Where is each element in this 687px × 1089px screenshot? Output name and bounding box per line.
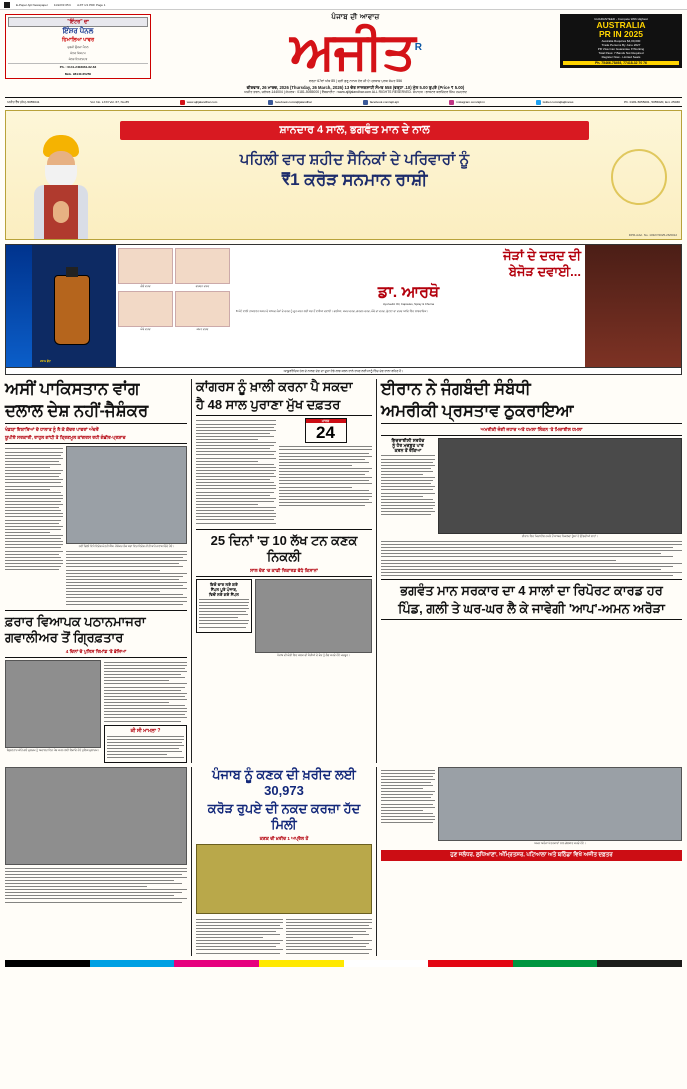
ad-brand-sub: Ayurvedic Oil, Capsules, Spray & Churna <box>382 302 435 307</box>
story5-photo <box>438 438 682 534</box>
calendar-day: 24 <box>316 423 335 443</box>
story2-body <box>104 660 187 764</box>
dpr-advt-number: DPR-Advt. No. 10327/2025-26/0012 <box>628 233 677 238</box>
story1-bullet-1: ਖੰਡਯਾ ਇਸ਼ਾਰਿਆਂ ਦੇ ਹਾਲਾਤ ਨੂੰ ਲੈ ਕੇ ਕੇਂਦਰ ਪਾਵਰਾਂ ਅੰਦਰੋਂ <box>5 427 99 433</box>
website-label: www.ajitjalandhar.com <box>186 100 218 105</box>
story4-photo-block <box>255 579 372 658</box>
instagram-label: instagram.com/ajit.in <box>456 100 485 105</box>
story7-headline-line2: ਕਰੋੜ ਰੁਪਏ ਦੀ ਨਕਦ ਕਰਜ਼ਾ ਹੱਦ ਮਿਲੀ <box>207 801 361 833</box>
color-swatch-7 <box>513 960 598 967</box>
story1-headline-line1: ਅਸੀਂ ਪਾਕਿਸਤਾਨ ਵਾਂਗ <box>5 380 140 399</box>
left-ad-brand: ਇੰਸ਼ਰ ਪੈਨਲ <box>62 28 94 35</box>
office-ad-banner[interactable]: ਹੁਣ ਜਲੰਧਰ, ਲੁਧਿਆਣਾ, ਅੰਮ੍ਰਿਤਸਰ, ਪਟਿਆਲਾ ਅਤੇ ਬਠਿੰਡਾ ਵਿਖੇ ਅਜੀਤ ਦਫ਼ਤਰ <box>381 850 682 861</box>
color-swatch-6 <box>428 960 513 967</box>
facebook-link[interactable] <box>268 100 312 105</box>
story2-photo <box>5 660 101 748</box>
color-swatch-8 <box>597 960 682 967</box>
story3-right <box>279 418 372 525</box>
emblem-circle <box>611 149 667 205</box>
contact-phone: Ph. 0181-5055001, 5055020, Ext. 25030 <box>624 100 680 105</box>
story7-headline-line1: ਪੰਜਾਬ ਨੂੰ ਕਣਕ ਦੀ ਖ਼ਰੀਦ ਲਈ 30,973 <box>212 767 356 799</box>
left-ad-line2: ਸੋਲਰ ਸਿਸਟਮ <box>70 51 86 55</box>
story5-side <box>381 438 435 539</box>
lead-ad-band: ਸ਼ਾਨਦਾਰ 4 ਸਾਲ, ਭਗਵੰਤ ਮਾਨ ਦੇ ਨਾਲ <box>120 121 589 140</box>
story1-photo <box>66 446 187 544</box>
right-ad-l3: Trade Persons By June 2027 <box>601 43 641 47</box>
lead-advertisement[interactable] <box>5 110 682 240</box>
right-ad-big1: AUSTRALIA <box>596 20 646 30</box>
ad-celebrity-photo <box>585 245 681 367</box>
masthead-center <box>151 14 560 94</box>
left-ad-title: "ਇੰਟਰ" ਦਾ <box>8 17 148 27</box>
column-3 <box>381 379 682 763</box>
masthead-left-ad[interactable] <box>5 14 151 79</box>
left-ad-line3: ਸੋਲਰ ਇਨਵਰਟਰ <box>68 57 88 61</box>
story1-body-col-a <box>5 446 63 606</box>
symptom-image-2 <box>175 248 230 284</box>
lead-ad-line2: ₹1 ਕਰੋੜ ਸਨਮਾਨ ਰਾਸ਼ੀ <box>281 170 428 190</box>
news-grid <box>5 379 682 763</box>
story2-photo-block <box>5 660 101 764</box>
facebook-label-2: facebook.com/ajit.ajit <box>369 100 399 105</box>
symptom-label-4: ਕਮਰ ਦਰਦ <box>196 326 209 331</box>
column-1 <box>5 379 187 763</box>
lead-ad-text <box>114 111 595 239</box>
story5-caption: ਈਰਾਨ ਵਿਚ ਮਿਜ਼ਾਈਲ ਹਮਲੇ ਤੋਂ ਬਾਅਦ ਨਿਕਲਦਾ ਧੂੰਆਂ ਤੇ ਉੱਡਦੀਆਂ ਲਾਟਾਂ। <box>521 534 599 539</box>
story6-caption: ਅਮਨ ਅਰੋੜਾ ਪੱਤਰਕਾਰਾਂ ਨਾਲ ਗੱਲਬਾਤ ਕਰਦੇ ਹੋਏ। <box>534 841 586 846</box>
masthead-right-ad[interactable] <box>560 14 682 68</box>
story5-body <box>381 541 682 576</box>
left-ad-phone: Ph. : 0141-2403961-62-63 <box>8 63 148 69</box>
facebook-link-2[interactable] <box>363 100 399 105</box>
story5-side-head3: ਕਰਨ ਤੋਂ ਰੋਕਿਆ <box>394 448 422 454</box>
story7-photo <box>196 844 372 914</box>
story2-headline: ਫ਼ਰਾਰ ਵਿਆਪਕ ਪਠਾਨਮਾਜਰਾ ਗਵਾਲੀਅਰ ਤੋਂ ਗ੍ਰਿਫ਼ਤਾਰ <box>5 613 146 645</box>
story1-body-col-b <box>66 551 187 605</box>
calendar-widget <box>305 418 347 443</box>
globe-icon <box>180 100 185 105</box>
hands-shape <box>53 201 69 223</box>
facebook-label: facebook.com/ajitjalandhar <box>275 100 312 105</box>
ad-headline-2: ਬੇਜੋੜ ਦਵਾਈ... <box>508 264 581 280</box>
story4-headline: 25 ਦਿਨਾਂ 'ਚ 10 ਲੱਖ ਟਨ ਕਣਕ ਨਿਕਲੀ <box>210 532 358 564</box>
story5-side-head2: ਨੂੰ ਹੋਰ ਮਜ਼ਬੂਤ ਪਾਰ <box>392 443 424 449</box>
story1-caption: ਨਵੀਂ ਦਿੱਲੀ ਵਿਖੇ ਵਿਦੇਸ਼ ਮੰਤਰੀ ਐੱਸ. ਜੈਸ਼ੰਕਰ ਲੋਕ ਸਭਾ ਵਿਚ ਵਿਦੇਸ਼ ਨੀਤੀ ਬਾਰੇ ਜਵਾਬ ਦਿੰਦੇ ਹੋਏ। <box>78 544 175 549</box>
bottom-photo-1 <box>5 767 187 865</box>
story4-photo <box>255 579 372 653</box>
tagline: ਪੰਜਾਬ ਦੀ ਆਵਾਜ਼ <box>331 14 380 21</box>
color-swatch-1 <box>5 960 90 967</box>
twitter-link[interactable] <box>536 100 574 105</box>
story5-headline-line1: ਈਰਾਨ ਨੇ ਜੰਗਬੰਦੀ ਸੰਬੰਧੀ <box>381 380 531 399</box>
ad-left-panel <box>6 245 32 367</box>
story5-photo-block <box>438 438 682 539</box>
right-ad-big2: PR IN 2025 <box>599 29 643 39</box>
page-title <box>155 22 556 81</box>
color-swatch-5 <box>344 960 429 967</box>
top-strip <box>0 0 687 10</box>
story3-headline-line2: ਹੈ 48 ਸਾਲ ਪੁਰਾਣਾ ਮੁੱਖ ਦਫ਼ਤਰ <box>196 397 341 413</box>
ad-copy <box>232 245 585 367</box>
story4-side-head2: ਸੈਂਪਲ ਪੂਰੇ ਪੰਜਾਬ, <box>210 586 238 592</box>
story4-side-head3: ਵਿਚੋਂ ਲਏ ਗਏ ਸੈਂਪਲ <box>209 591 239 597</box>
ad-headline-1: ਜੋੜਾਂ ਦੇ ਦਰਦ ਦੀ <box>503 248 581 264</box>
ad-fine-print: 8 ਘੰਟੇ ਵਾਲੀ ਤਾਕਤਵਰ ਅਸਰ ਦੇ ਬਾਅਦ ਜੋੜਾਂ ਦੇ ਦਰਦ ਨੂੰ ਦੂਰ ਕਰਨ ਲਈ ਸਭ ਤੋਂ ਵਧੀਆ ਦਵਾਈ। ਗਠੀਆ, ਕਮਰ ਦਰਦ, ਗਰਦਨ ਦਰਦ, ਮੋਢੇ ਦਾ ਦਰਦ, ਘੁੱਟਣਾ ਦਾ ਦਰਦ ਆਦਿ ਵਿੱਚ ਲਾਭਦਾਇਕ। <box>236 308 429 313</box>
right-ad-l2: Australia Requires $4,00,000 <box>601 39 641 43</box>
story5-side-head1: ਇਜ਼ਰਾਈਲੀ ਸਰਹੱਦ <box>391 438 425 444</box>
left-ad-subtitle: ਹਿਮਾਲਿਆ ਪਾਵਰ <box>61 37 95 43</box>
lead-ad-photo <box>6 111 114 239</box>
symptom-image-3 <box>118 291 173 327</box>
column-2 <box>196 379 372 763</box>
dateline: ਵੀਰਵਾਰ, 26 ਮਾਰਚ, 2026 (Thursday, 26 March, 2026) 13 ਚੇਤ ਨਾਨਕਸ਼ਾਹੀ ਸੰਮਤ 558 (ਵਰ੍ਹਾ .10) ਮੁੱਲ 5.00 ਰੁਪਏ (Price ₹ 5.00) <box>246 85 465 91</box>
story4-side-head1: ਇਕੋ ਵਾਰ ਲਏ ਗਏ <box>210 581 238 587</box>
logo-registered: R <box>414 42 421 53</box>
right-ad-l6: Register Now - Limited Seats <box>601 55 641 59</box>
story5-headline-line2: ਅਮਰੀਕੀ ਪ੍ਰਸਤਾਵ ਠੁਕਰਾਇਆ <box>381 402 574 421</box>
story1-photo-block <box>66 446 187 606</box>
right-ad-l5: Total Pass: 7 Bands Not Required <box>598 51 644 55</box>
website-link[interactable] <box>180 100 218 105</box>
story4-subhead: ਸਾਲ ਦੇਣ 'ਚ ਕਾਫ਼ੀ ਰਿਕਾਰਡ ਵੱਧੇ ਕਿਸਾਨਾਂ <box>250 567 318 573</box>
symptom-label-2: ਗਰਦਨ ਦਰਦ <box>195 284 210 289</box>
ad-symptom-icons <box>116 245 232 367</box>
story7-subhead: ਕਣਕ ਦੀ ਖ਼ਰੀਦ 1 ਅਪ੍ਰੈਲ ਤੋਂ <box>259 836 309 842</box>
right-ad-phone: Ph. 75466-78493, 77418-32 70 76 <box>563 61 679 65</box>
imprint-line: ਅਜੀਤ ਭਵਨ, ਜਲੰਧਰ-144004 | ਸੰਪਰਕ : 0181-5055000 | ਵੈੱਬਸਾਈਟ : www.ajitjalandhar.com ALL RIGHTS RESERVED. ਸੰਪਾਦਕ : ਡਾਕਟਰ ਬਰਜਿੰਦਰ ਸਿੰਘ ਹਮਦਰਦ <box>244 90 467 95</box>
symptom-image-4 <box>175 291 230 327</box>
story1-bullet-2: ਯੂਪੀਏ ਸਰਕਾਰੀ, ਰਾਹੁਲ ਗਾਂਧੀ ਤੇ ਤ੍ਰਿਣਮੂਲ ਕਾਂਗਰਸ ਰਹੀ ਗੰਭੀਰ-ਪ੍ਰਸ਼ਾਦ <box>5 435 126 441</box>
twitter-icon <box>536 100 541 105</box>
column-separator-1 <box>191 379 192 763</box>
symptom-label-1: ਗੋਡੇ ਦਰਦ <box>140 284 151 289</box>
story2-box-title: ਕੀ ਸੀ ਮਾਮਲਾ ? <box>130 727 161 734</box>
story5-subhead: ਅਮਰੀਕੀ ਜੰਗੀ ਜਹਾਜ਼ ਅਤੇ ਹਮਲਾ ਲਿੰਕਨ 'ਤੇ ਮਿਜ਼ਾਈਲ ਹਮਲਾ <box>480 427 583 433</box>
story3-body-a <box>196 418 276 525</box>
bottom-column-1 <box>5 767 187 955</box>
instagram-link[interactable] <box>449 100 484 105</box>
story4-caption: ਪੰਜਾਬ ਦੀ ਮੰਡੀ ਵਿਚ ਕਣਕ ਦੀ ਬੋਰੀਆਂ ਦੇ ਢੇਰ ਨੂੰ ਲੋਡ ਕਰਦੇ ਹੋਏ ਮਜ਼ਦੂਰ। <box>277 652 350 657</box>
app-icon <box>4 2 10 8</box>
story1-headline-line2: ਦਲਾਲ ਦੇਸ਼ ਨਹੀਂ-ਜੈਸ਼ੰਕਰ <box>5 402 149 421</box>
circulation-note: ਅਜੀਤ ਵੈੱਬ (ਸੋਮ)-5055041 <box>7 100 40 105</box>
logo-text: ਅਜੀਤ <box>290 22 415 81</box>
color-registration-bar <box>5 960 682 967</box>
ad-discount: 20% ਛੋਟ <box>40 359 51 364</box>
bottom-grid <box>5 767 682 955</box>
politician-illustration <box>30 127 92 239</box>
top-strip-left: E-Paper Ajit Newspaper <box>16 2 48 7</box>
color-swatch-3 <box>174 960 259 967</box>
story6-headline-line2: ਪਿੰਡ, ਗਲੀ ਤੇ ਘਰ-ਘਰ ਲੈ ਕੇ ਜਾਵੇਗੀ 'ਆਪ'-ਅਮਨ ਅਰੋੜਾ <box>398 601 665 617</box>
bottle-shape <box>54 275 90 345</box>
left-ad-phone2: Mob. 98140-65250 <box>64 72 92 76</box>
calendar-month: ਮਾਰਚ <box>306 419 346 423</box>
dr-ortho-advertisement[interactable] <box>5 244 682 368</box>
top-strip-center: 11/2/2/3 05 b <box>53 2 72 7</box>
facebook-icon-2 <box>363 100 368 105</box>
symptom-image-1 <box>118 248 173 284</box>
issue-info: ਵਰ੍ਹਾ 67ਵਾਂ ਅੰਕ 85 | ਸ੍ਰੀ ਗੁਰੂ ਨਾਨਕ ਦੇਵ ਜੀ ਦੇ ਪ੍ਰਕਾਸ਼ ਪੁਰਬ ਸੰਮਤ 556 <box>309 79 402 84</box>
volume-number: Vol. No. LXXI Vol. 67, No.85 <box>90 100 129 105</box>
lead-ad-emblem <box>595 111 681 239</box>
social-bar <box>5 97 682 107</box>
ad-product-panel <box>32 245 116 367</box>
bottom-column-3 <box>381 767 682 955</box>
story2-subhead: 4 ਦਿਨਾਂ ਦੇ ਪੁਲਿਸ ਰਿਮਾਂਡ 'ਤੇ ਭੇਜਿਆ <box>65 648 127 654</box>
instagram-icon <box>449 100 454 105</box>
facebook-icon <box>268 100 273 105</box>
twitter-label: twitter.com/ajitajitnews <box>542 100 574 105</box>
ad-brand: ਡਾ. ਆਰਥੋ <box>377 284 440 302</box>
ad-footer-note: ਆਯੂਰਵੈਦਿਕ ਤੇਲ ਦੇ ਨਾਲਣ ਦੇਣ ਦਾ ਦੂਜਾ ਵੱਡੇ ਲਾਭ ਕਰਨ ਵਾਲੇ ਵਧਣ ਲਈ ਸਾਨੂੰ ਵਿੱਚ ਦੇਣ ਵਾਲਾ ਰਹਿਣ ਹੈ। <box>5 368 682 375</box>
masthead <box>0 10 687 94</box>
right-ad-l1: GUARANTEED - Compete With Highest <box>594 17 648 21</box>
color-swatch-2 <box>90 960 175 967</box>
color-swatch-4 <box>259 960 344 967</box>
lead-ad-line1: ਪਹਿਲੀ ਵਾਰ ਸ਼ਹੀਦ ਸੈਨਿਕਾਂ ਦੇ ਪਰਿਵਾਰਾਂ ਨੂੰ <box>239 151 470 169</box>
symptom-label-3: ਮੋਢੇ ਦਰਦ <box>140 326 151 331</box>
bottom-column-2 <box>196 767 372 955</box>
story6-headline-line1: ਭਗਵੰਤ ਮਾਨ ਸਰਕਾਰ ਦਾ 4 ਸਾਲਾਂ ਦਾ ਰਿਪੋਰਟ ਕਾਰਡ ਹਰ <box>400 583 663 599</box>
left-ad-line1: ਸੂਰਜੀ ਊਰਜਾ ਪੈਨਲ <box>67 45 89 49</box>
story6-photo <box>438 767 682 841</box>
right-ad-l4: PR Visa Can Guarantee If Working <box>597 47 645 51</box>
story2-caption: ਗ੍ਰਿਫ਼ਤਾਰ ਕੀਤੇ ਗਏ ਮੁਲਜ਼ਮ ਨੂੰ ਅਦਾਲਤ ਵਿਚ ਪੇਸ਼ ਕਰਨ ਲਈ ਲਿਜਾਂਦੇ ਹੋਏ ਪੁਲਿਸ ਮੁਲਾਜ਼ਮ। <box>6 747 100 752</box>
column-separator-2 <box>376 379 377 763</box>
story4-side <box>196 579 252 658</box>
story3-headline-line1: ਕਾਂਗਰਸ ਨੂੰ ਖ਼ਾਲੀ ਕਰਨਾ ਪੈ ਸਕਦਾ <box>196 379 353 395</box>
top-strip-right: AJIT 1/1 PDF Page 1 <box>77 2 106 7</box>
